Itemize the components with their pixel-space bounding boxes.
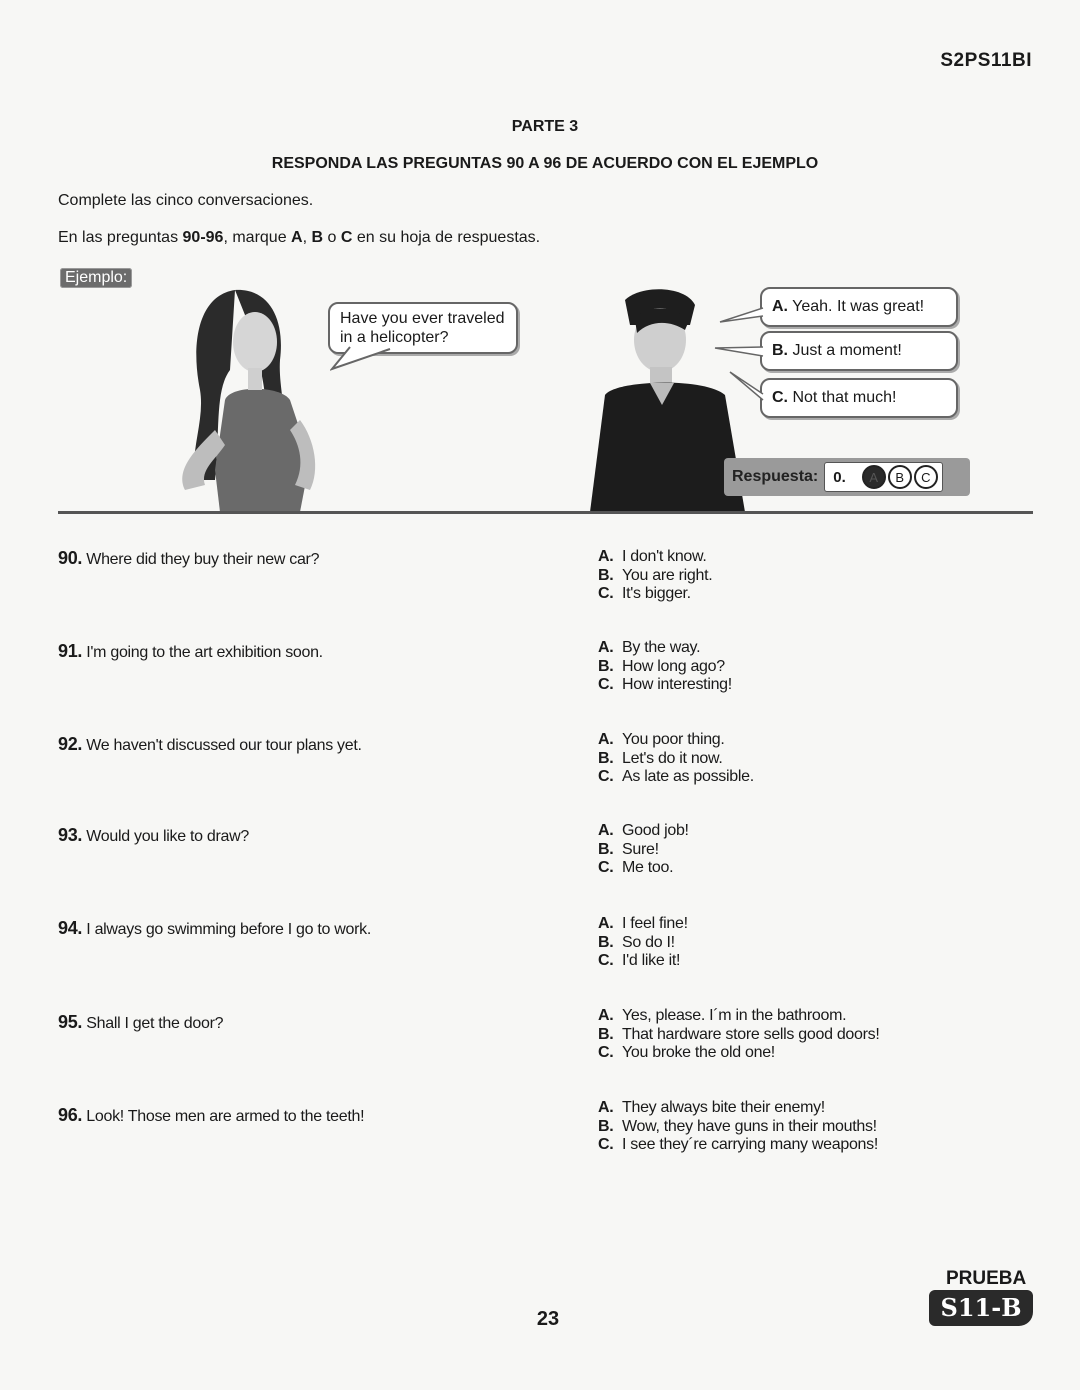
option-c: C. I'd like it! [598,952,681,969]
answer-number: 0. [833,468,846,486]
option-a: A. I feel fine! [598,915,688,932]
option-c: C. I see they´re carrying many weapons! [598,1136,878,1153]
prueba-label: PRUEBA [946,1268,1027,1289]
question-91: 91. I'm going to the art exhibition soon. [58,641,323,661]
woman-illustration [160,280,350,512]
question-93: 93. Would you like to draw? [58,825,249,845]
options-95 [598,1007,880,1063]
option-b: B. Sure! [598,840,659,858]
options-93 [598,822,689,878]
option-a: A. I don't know. [598,548,707,565]
example-question-bubble: Have you ever traveled in a helicopter? [328,302,518,354]
options-96 [598,1099,878,1155]
option-c: C. You broke the old one! [598,1044,775,1061]
option-a: A. You poor thing. [598,731,725,748]
speech-tail-icon [330,345,400,373]
example-option-b: B. Just a moment! [760,331,958,371]
option-b: B. How long ago? [598,657,725,675]
option-c: C. How interesting! [598,676,732,693]
answer-label: Respuesta: [732,468,819,485]
example-option-c: C. Not that much! [760,378,958,418]
instruction-line-2: En las preguntas 90-96, marque A, B o C en su hoja de respuestas. [58,229,541,246]
document-code: S2PS11BI [940,50,1032,71]
answer-bubble-c: C [914,465,938,489]
option-b: B. That hardware store sells good doors! [598,1025,880,1043]
page-number: 23 [536,1308,560,1330]
section-instruction: RESPONDA LAS PREGUNTAS 90 A 96 DE ACUERDO CON EL EJEMPLO [271,155,819,172]
option-b: B. Let's do it now. [598,749,723,767]
answer-bubble-a: A [862,465,886,489]
question-95: 95. Shall I get the door? [58,1012,224,1032]
option-a: A. By the way. [598,639,701,656]
option-c: C. It's bigger. [598,585,691,602]
example-tag: Ejemplo: [60,268,132,288]
option-c: C. Me too. [598,859,674,876]
question-90: 90. Where did they buy their new car? [58,548,320,568]
section-title: PARTE 3 [511,118,579,135]
example-option-a: A. Yeah. It was great! [760,287,958,327]
option-a: A. Good job! [598,822,689,839]
option-b: B. So do I! [598,933,675,951]
options-91 [598,639,732,695]
answer-bubble-b: B [888,465,912,489]
option-a: A. Yes, please. I´m in the bathroom. [598,1007,847,1024]
answer-box [824,462,943,492]
question-96: 96. Look! Those men are armed to the teeth! [58,1105,365,1125]
options-92 [598,731,754,787]
option-a: A. They always bite their enemy! [598,1099,825,1116]
options-90 [598,548,712,604]
test-code-badge: S11-B [929,1290,1033,1326]
option-b: B. You are right. [598,566,713,584]
example-answer-panel [724,458,970,496]
question-92: 92. We haven't discussed our tour plans yet. [58,734,362,754]
option-b: B. Wow, they have guns in their mouths! [598,1117,877,1135]
speech-tails-icon [705,300,765,405]
divider [58,511,1033,514]
question-94: 94. I always go swimming before I go to work. [58,918,371,938]
option-c: C. As late as possible. [598,768,754,785]
instruction-line-1: Complete las cinco conversaciones. [58,192,314,209]
options-94 [598,915,688,971]
